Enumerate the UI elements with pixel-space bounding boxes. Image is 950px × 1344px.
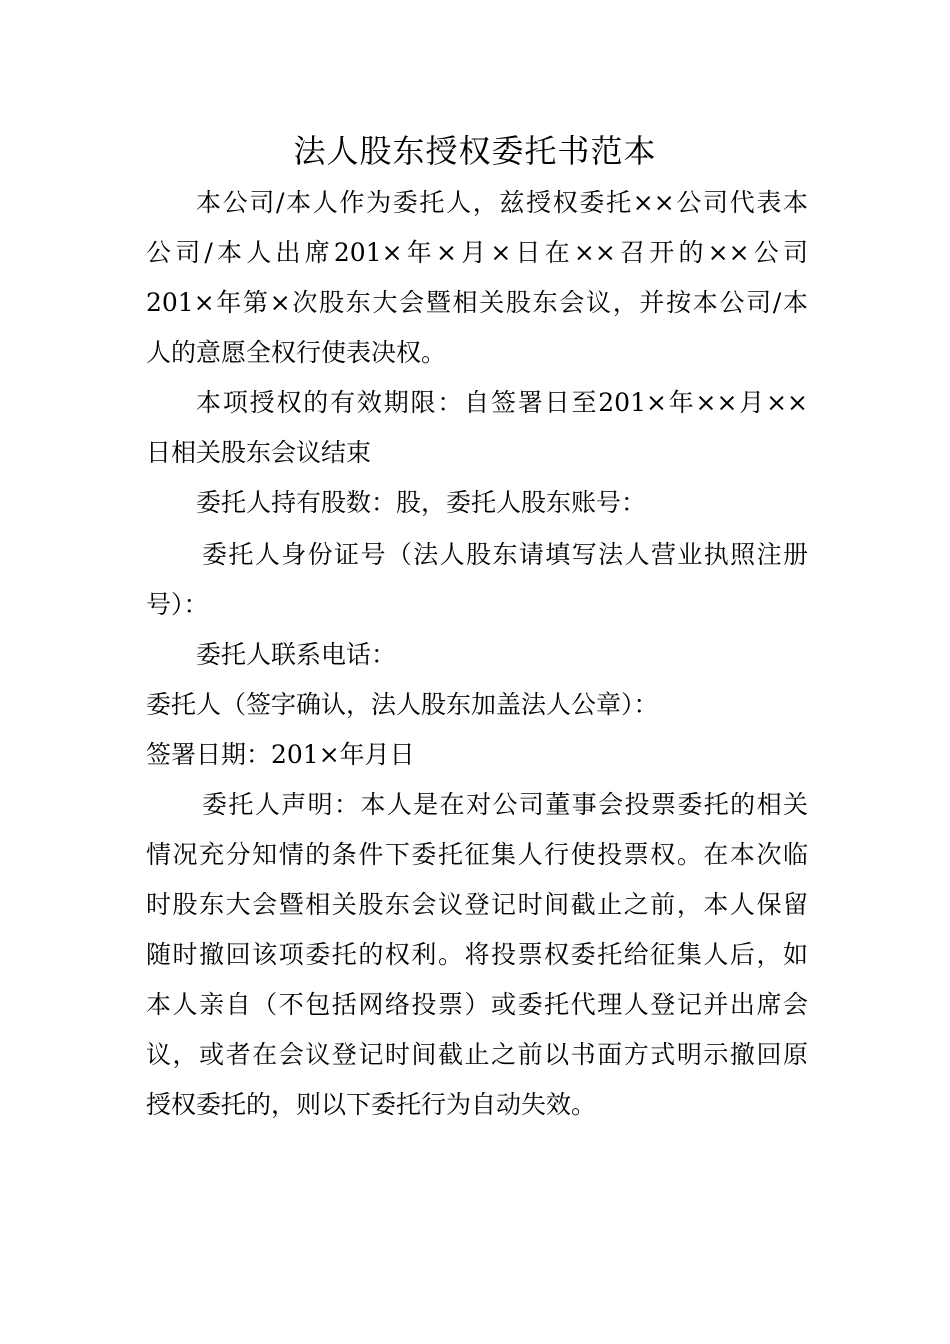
signature-line: 委托人（签字确认，法人股东加盖法人公章）： xyxy=(146,690,659,719)
paragraph-line: 委托人声明：本人是在对公司董事会投票委托的相关 xyxy=(202,790,808,819)
paragraph-line: 公司/本人出席201×年×月×日在××召开的××公司 xyxy=(146,238,808,267)
paragraph-line: 授权委托的，则以下委托行为自动失效。 xyxy=(146,1090,597,1119)
signing-date-line: 签署日期：201×年月日 xyxy=(146,740,415,769)
paragraph-line: 日相关股东会议结束 xyxy=(146,438,372,467)
paragraph-line: 随时撤回该项委托的权利。将投票权委托给征集人后，如 xyxy=(146,940,808,969)
paragraph-line: 本项授权的有效期限：自签署日至201×年××月×× xyxy=(196,388,808,417)
contact-phone-line: 委托人联系电话： xyxy=(196,640,397,669)
paragraph-line: 201×年第×次股东大会暨相关股东会议，并按本公司/本 xyxy=(146,288,808,317)
document-title: 法人股东授权委托书范本 xyxy=(293,132,657,170)
paragraph-line: 号）： xyxy=(146,590,209,619)
paragraph-line: 本人亲自（不包括网络投票）或委托代理人登记并出席会 xyxy=(146,990,808,1019)
paragraph-line: 本公司/本人作为委托人，兹授权委托××公司代表本 xyxy=(196,188,808,217)
paragraph-line: 时股东大会暨相关股东会议登记时间截止之前，本人保留 xyxy=(146,890,808,919)
paragraph-line: 人的意愿全权行使表决权。 xyxy=(146,338,447,367)
shares-held-line: 委托人持有股数：股，委托人股东账号： xyxy=(196,488,647,517)
paragraph-line: 情况充分知情的条件下委托征集人行使投票权。在本次临 xyxy=(146,840,808,869)
paragraph-line: 委托人身份证号（法人股东请填写法人营业执照注册 xyxy=(202,540,808,569)
paragraph-line: 议，或者在会议登记时间截止之前以书面方式明示撤回原 xyxy=(146,1040,808,1069)
